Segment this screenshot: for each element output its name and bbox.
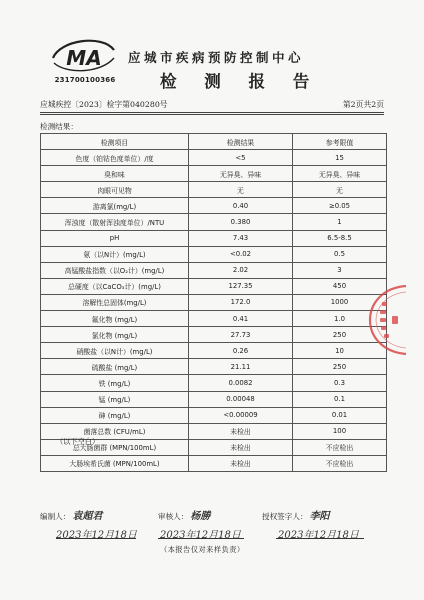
cma-logo [50,36,118,76]
header-divider [40,112,384,115]
item-cell: 菌落总数 (CFU/mL) [41,423,189,439]
item-cell: 游离氯(mg/L) [41,198,189,214]
result-cell: 2.02 [189,262,293,278]
limit-cell: 1 [293,214,387,230]
table-row [41,230,387,246]
header-limit: 参考限值 [293,134,387,150]
item-cell: 色度（铂钴色度单位）/度 [41,150,189,166]
limit-cell: 15 [293,150,387,166]
limit-cell: 不应检出 [293,455,387,471]
limit-cell: 0.5 [293,246,387,262]
result-cell: 172.0 [189,294,293,310]
result-cell: 未检出 [189,439,293,455]
item-cell: 总硬度（以CaCO₃计）(mg/L) [41,278,189,294]
table-row [41,407,387,423]
table-row [41,278,387,294]
item-cell: 氨（以N计）(mg/L) [41,246,189,262]
header-item: 检测项目 [41,134,189,150]
approver-signature [262,507,330,522]
compiler-date: 2023年12月18日 [56,530,137,541]
result-cell: 无异臭、异味 [189,166,293,182]
item-cell: 氟化物 (mg/L) [41,311,189,327]
reviewer-date: 2023年12月18日 [160,530,241,541]
result-cell: <0.02 [189,246,293,262]
limit-cell: 250 [293,327,387,343]
limit-cell: 10 [293,343,387,359]
results-table [40,133,387,472]
table-row [41,182,387,198]
limit-cell: 450 [293,278,387,294]
result-cell: 0.26 [189,343,293,359]
table-row [41,343,387,359]
limit-cell: 250 [293,359,387,375]
table-row [41,455,387,471]
blank-note: （以下空白） [56,437,100,446]
result-cell: 无 [189,182,293,198]
table-row [41,214,387,230]
table-row [41,246,387,262]
limit-cell: 0.1 [293,391,387,407]
table-row [41,198,387,214]
limit-cell: 0.3 [293,375,387,391]
table-row [41,327,387,343]
reviewer-date-line [158,538,244,539]
result-cell: 0.40 [189,198,293,214]
item-cell: 锰 (mg/L) [41,391,189,407]
table-row [41,391,387,407]
table-header-row [41,134,387,150]
table-row [41,359,387,375]
result-cell: <0.00009 [189,407,293,423]
item-cell: 高锰酸盐指数（以O₂计）(mg/L) [41,262,189,278]
limit-cell: 不应检出 [293,439,387,455]
result-cell: 未检出 [189,423,293,439]
reviewer-label: 审核人： [158,512,189,521]
item-cell: 浑浊度（散射浑浊度单位）/NTU [41,214,189,230]
result-cell: 21.11 [189,359,293,375]
item-cell: 总大肠菌群 (MPN/100mL) [41,439,189,455]
table-row [41,166,387,182]
item-cell: 大肠埃希氏菌 (MPN/100mL) [41,455,189,471]
approver-name: 李阳 [309,511,330,522]
limit-cell: 无 [293,182,387,198]
reviewer-signature [158,507,210,522]
compiler-name: 袁超君 [72,511,103,522]
results-section-label: 检测结果： [40,122,78,131]
limit-cell: 无异臭、异味 [293,166,387,182]
table-row [41,150,387,166]
result-cell: 0.0082 [189,375,293,391]
reviewer-name: 杨勝 [190,511,211,522]
table-row [41,294,387,310]
approver-date: 2023年12月18日 [278,530,359,541]
compiler-signature [40,507,102,522]
item-cell: 砷 (mg/L) [41,407,189,423]
result-cell: 7.43 [189,230,293,246]
result-cell: 未检出 [189,455,293,471]
table-row [41,375,387,391]
limit-cell: 1000 [293,294,387,310]
page-info: 第2页共2页 [342,100,384,109]
limit-cell: 3 [293,262,387,278]
item-cell: pH [41,230,189,246]
item-cell: 臭和味 [41,166,189,182]
approver-date-line [276,538,364,539]
report-title: 检 测 报 告 [160,72,321,91]
table-row [41,311,387,327]
item-cell: 氯化物 (mg/L) [41,327,189,343]
organization-name: 应城市疾病预防控制中心 [128,50,305,65]
result-cell: <5 [189,150,293,166]
limit-cell: 0.01 [293,407,387,423]
result-cell: 0.00048 [189,391,293,407]
limit-cell: 1.0 [293,311,387,327]
limit-cell: ≥0.05 [293,198,387,214]
item-cell: 肉眼可见物 [41,182,189,198]
cma-code: 231700100366 [54,76,116,84]
item-cell: 硝酸盐（以N计）(mg/L) [41,343,189,359]
result-cell: 127.35 [189,278,293,294]
limit-cell: 100 [293,423,387,439]
red-seal-stamp [366,280,406,360]
result-cell: 0.380 [189,214,293,230]
compiler-date-line [56,538,136,539]
footer-note: （本报告仅对来样负责） [160,545,245,554]
table-row [41,262,387,278]
report-number: 应城疾控〔2023〕检字第040280号 [40,100,168,109]
compiler-label: 编制人： [40,512,71,521]
result-cell: 0.41 [189,311,293,327]
item-cell: 铁 (mg/L) [41,375,189,391]
header-result: 检测结果 [189,134,293,150]
result-cell: 27.73 [189,327,293,343]
limit-cell: 6.5-8.5 [293,230,387,246]
approver-label: 授权签字人： [262,512,308,521]
cma-logo-text: MA [66,46,102,70]
item-cell: 溶解性总固体(mg/L) [41,294,189,310]
item-cell: 硫酸盐 (mg/L) [41,359,189,375]
